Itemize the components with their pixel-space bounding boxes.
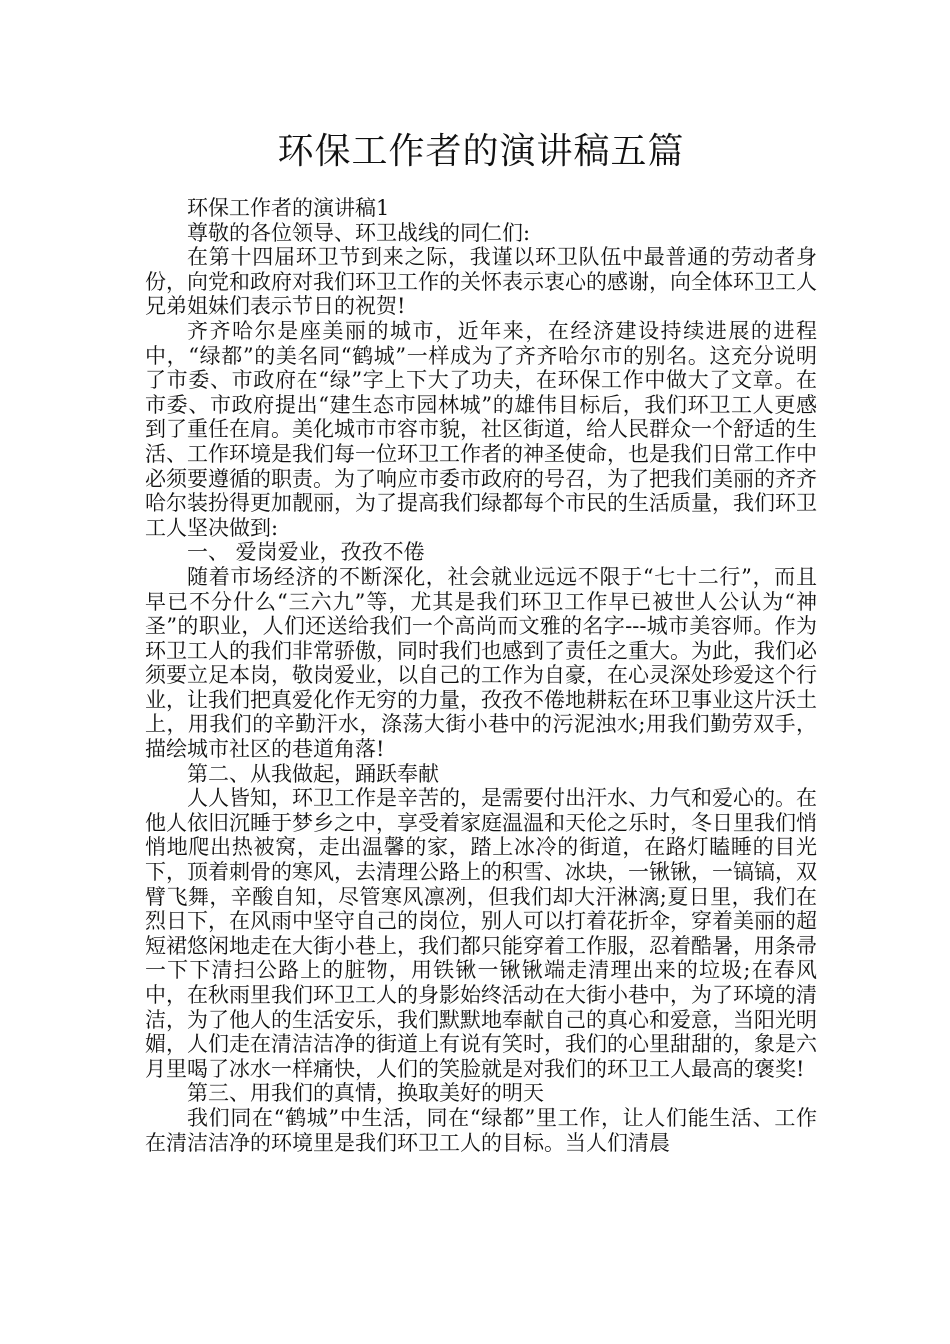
greeting-line: 尊敬的各位领导、环卫战线的同仁们: <box>187 220 531 245</box>
paragraph-section-1: 随着市场经济的不断深化，社会就业远远不限于“七十二行”，而且早已不分什么“三六九”等，尤其是我们环卫工作早已被世人公认为“神圣”的职业，人们还送给我们一个高尚而文雅的名字---城市美容师。作为环卫工人的我们非常骄傲，同时我们也感到了责任之重大。为此，我们必须要立足本岗，敬岗爱业，以自己的工作为自豪，在心灵深处珍爱这个行业，让我们把真爱化作无穷的力量，孜孜不倦地耕耘在环卫事业这片沃土上，用我们的辛勤汗水，涤荡大街小巷中的污泥浊水;用我们勤劳双手，描绘城市社区的巷道角落! <box>145 564 817 762</box>
paragraph-section-2: 人人皆知，环卫工作是辛苦的，是需要付出汗水、力气和爱心的。在他人依旧沉睡于梦乡之中，享受着家庭温温和天伦之乐时，冬日里我们悄悄地爬出热被窝，走出温馨的家，踏上冰冷的街道，在路灯瞌睡的目光下，顶着刺骨的寒风，去清理公路上的积雪、冰块，一锹锹，一镐镐，双臂飞舞，辛酸自知，尽管寒风凛冽，但我们却大汗淋漓;夏日里，我们在烈日下，在风雨中坚守自己的岗位，别人可以打着花折伞，穿着美丽的超短裙悠闲地走在大街小巷上，我们都只能穿着工作服，忍着酷暑，用条帚一下下清扫公路上的脏物，用铁锹一锹锹端走清理出来的垃圾;在春风中，在秋雨里我们环卫工人的身影始终活动在大街小巷中，为了环境的清洁，为了他人的生活安乐，我们默默地奉献自己的真心和爱意，当阳光明媚，人们走在清洁洁净的街道上有说有笑时，我们的心里甜甜的，象是六月里喝了冰水一样痛快，人们的笑脸就是对我们的环卫工人最高的褒奖! <box>145 786 817 1081</box>
document-title: 环保工作者的演讲稿五篇 <box>277 131 685 172</box>
speech-subtitle: 环保工作者的演讲稿1 <box>187 196 390 220</box>
section-heading-2: 第二、从我做起，踊跃奉献 <box>187 761 439 786</box>
document-page <box>145 128 817 1155</box>
paragraph-intro: 在第十四届环卫节到来之际，我谨以环卫队伍中最普通的劳动者身份，向党和政府对我们环卫工作的关怀表示衷心的感谢，向全体环卫工人兄弟姐妹们表示节日的祝贺! <box>145 245 817 319</box>
section-heading-1: 一、 爱岗爱业，孜孜不倦 <box>187 540 425 565</box>
paragraph-section-3: 我们同在“鹤城”中生活，同在“绿都”里工作，让人们能生活、工作在清洁洁净的环境里是我们环卫工人的目标。当人们清晨 <box>145 1105 817 1155</box>
paragraph-city: 齐齐哈尔是座美丽的城市，近年来，在经济建设持续进展的进程中，“绿都”的美名同“鹤城”一样成为了齐齐哈尔市的别名。这充分说明了市委、市政府在“绿”字上下大了功夫，在环保工作中做大了文章。在市委、市政府提出“建生态市园林城”的雄伟目标后，我们环卫工人更感到了重任在肩。美化城市市容市貌，社区街道，给人民群众一个舒适的生活、工作环境是我们每一位环卫工作者的神圣使命，也是我们日常工作中必须要遵循的职责。为了响应市委市政府的号召，为了把我们美丽的齐齐哈尔装扮得更加靓丽，为了提高我们绿都每个市民的生活质量，我们环卫工人坚决做到: <box>145 318 817 540</box>
section-heading-3: 第三、用我们的真情，换取美好的明天 <box>187 1081 544 1106</box>
